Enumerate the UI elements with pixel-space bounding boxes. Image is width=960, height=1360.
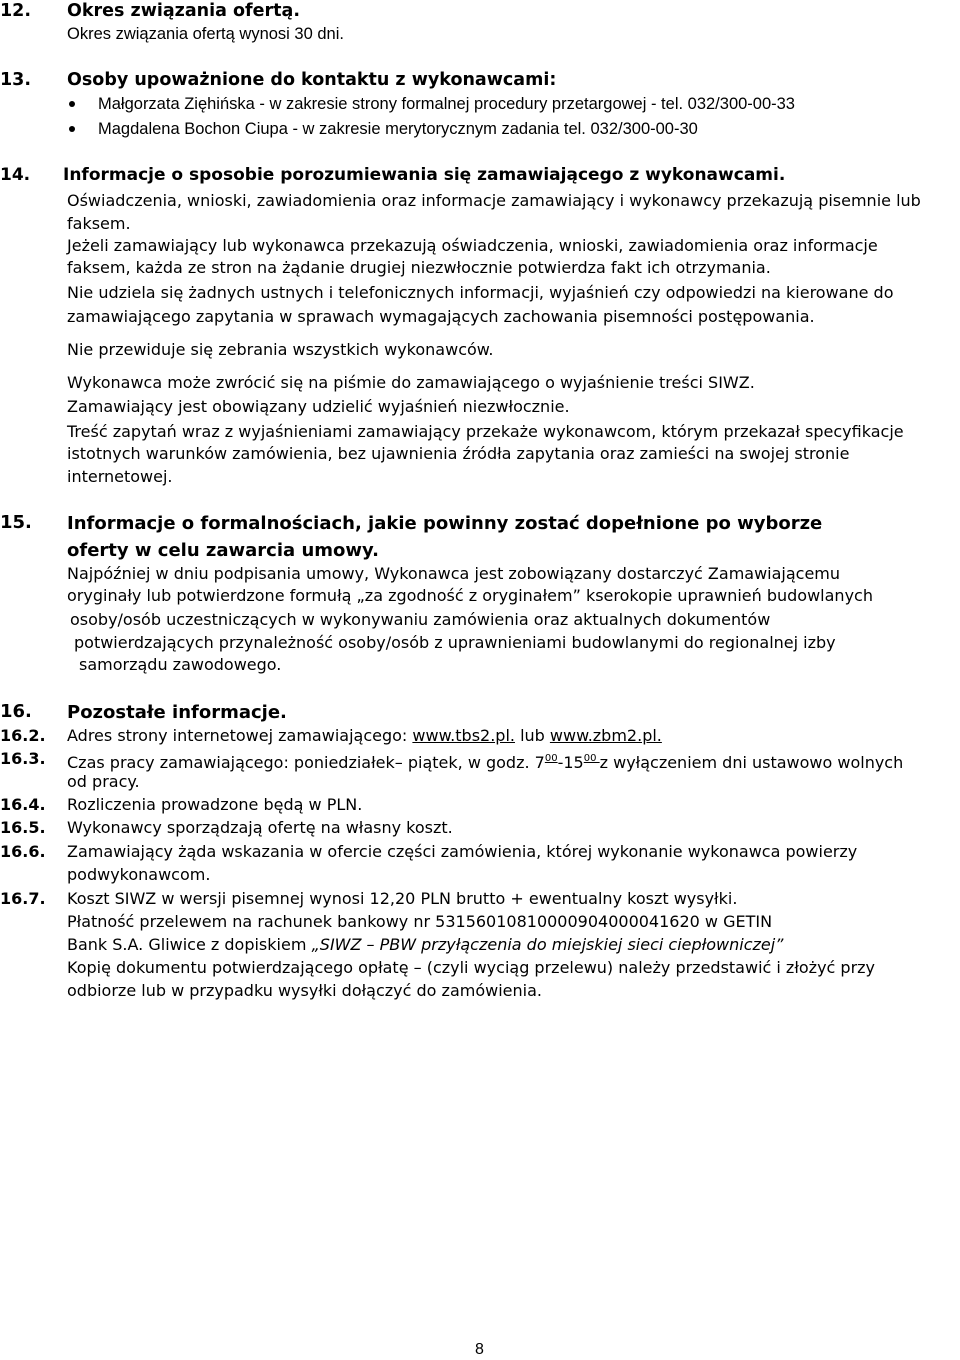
website-separator: lub (514, 726, 550, 745)
subsection-number: 16.7. (0, 889, 46, 908)
website-link-tbs2[interactable]: www.tbs2.pl. (412, 726, 515, 745)
subsection-number: 16.3. (0, 749, 46, 768)
paragraph-line: osoby/osób uczestniczących w wykonywaniu zamówienia oraz aktualnych dokumentów (70, 610, 771, 629)
paragraph-line: faksem, każda ze stron na żądanie drugiej niezwłocznie potwierdza fakt ich otrzymania. (67, 258, 771, 277)
paragraph-line: faksem. (67, 214, 131, 233)
subsection-text: Zamawiający żąda wskazania w ofercie części zamówienia, której wykonanie wykonawca powierzy (67, 842, 858, 861)
subsection-text: podwykonawcom. (67, 865, 211, 884)
paragraph-line: Nie udziela się żadnych ustnych i telefonicznych informacji, wyjaśnień czy odpowiedzi na kierowane do (67, 283, 894, 302)
subsection-number: 16.5. (0, 818, 46, 837)
paragraph-line: Najpóźniej w dniu podpisania umowy, Wykonawca jest zobowiązany dostarczyć Zamawiającemu (67, 564, 841, 583)
paragraph-line: istotnych warunków zamówienia, bez ujawnienia źródła zapytania oraz zamieści na swojej stronie (67, 444, 850, 463)
paragraph-line: samorządu zawodowego. (79, 655, 282, 674)
paragraph-line: Jeżeli zamawiający lub wykonawca przekazują oświadczenia, wnioski, zawiadomienia oraz informacje (67, 236, 878, 255)
subsection-text: Płatność przelewem na rachunek bankowy nr 53156010810000904000041620 w GETIN (67, 912, 773, 931)
section-number: 12. (0, 1, 32, 21)
section-number: 16. (0, 701, 32, 722)
section-number: 15. (0, 512, 32, 533)
bullet-icon (69, 101, 75, 107)
section-title: oferty w celu zawarcia umowy. (67, 540, 379, 561)
website-link-zbm2[interactable]: www.zbm2.pl. (549, 726, 662, 745)
subsection-text: Rozliczenia prowadzone będą w PLN. (67, 795, 363, 814)
working-hours-rest: z wyłączeniem dni ustawowo wolnych (599, 753, 904, 772)
paragraph-line: potwierdzających przynależność osoby/osób z uprawnieniami budowlanymi do regionalnej izby (74, 633, 836, 652)
page-number: 8 (475, 1341, 484, 1358)
working-hours-end-minutes: 00 (583, 753, 600, 764)
subsection-text: Kopię dokumentu potwierdzającego opłatę – (czyli wyciąg przelewu) należy przedstawić i złożyć przy (67, 958, 876, 977)
paragraph-line: Treść zapytań wraz z wyjaśnieniami zamawiający przekaże wykonawcom, którym przekazał specyfikacje (67, 422, 904, 441)
subsection-number: 16.6. (0, 842, 46, 861)
section-title: Informacje o sposobie porozumiewania się zamawiającego z wykonawcami. (63, 165, 786, 185)
subsection-text: Koszt SIWZ w wersji pisemnej wynosi 12,20 PLN brutto + ewentualny koszt wysyłki. (67, 889, 738, 908)
paragraph-line: Nie przewiduje się zebrania wszystkich wykonawców. (67, 340, 494, 359)
working-hours-start-minutes: 00 (544, 753, 558, 764)
subsection-text: Wykonawcy sporządzają ofertę na własny koszt. (67, 818, 453, 837)
website-line (67, 726, 662, 746)
payment-note-title: „SIWZ – PBW przyłączenia do miejskiej sieci ciepłowniczej” (311, 935, 784, 954)
paragraph-line: Wykonawca może zwrócić się na piśmie do zamawiającego o wyjaśnienie treści SIWZ. (67, 373, 755, 392)
section-number: 13. (0, 70, 32, 90)
working-hours-text: Czas pracy zamawiającego: poniedziałek– piątek, w godz. 7 (67, 753, 545, 772)
paragraph-line: Zamawiający jest obowiązany udzielić wyjaśnień niezwłocznie. (67, 397, 570, 416)
contact-item: Małgorzata Zięhińska - w zakresie strony formalnej procedury przetargowej - tel. 032/300-00-33 (98, 95, 795, 113)
website-label: Adres strony internetowej zamawiającego: (67, 726, 413, 745)
contact-item: Magdalena Bochon Ciupa - w zakresie merytorycznym zadania tel. 032/300-00-30 (98, 120, 698, 138)
bullet-icon (69, 126, 75, 132)
section-title: Informacje o formalnościach, jakie powinny zostać dopełnione po wyborze (67, 513, 823, 534)
paragraph-line: internetowej. (67, 467, 173, 486)
subsection-number: 16.4. (0, 795, 46, 814)
paragraph-line: oryginały lub potwierdzone formułą „za zgodność z oryginałem” kserokopie uprawnień budowlanych (67, 586, 873, 605)
payment-note-prefix: Bank S.A. Gliwice z dopiskiem (67, 935, 312, 954)
section-title: Osoby upoważnione do kontaktu z wykonawcami: (67, 70, 557, 90)
paragraph-line: Oświadczenia, wnioski, zawiadomienia oraz informacje zamawiający i wykonawcy przekazują pisemnie lub (67, 191, 921, 210)
subsection-text: odbiorze lub w przypadku wysyłki dołączyć do zamówienia. (67, 981, 542, 1000)
working-hours-line (67, 749, 903, 773)
subsection-number: 16.2. (0, 726, 46, 745)
section-title: Okres związania ofertą. (67, 1, 300, 21)
section-title: Pozostałe informacje. (67, 702, 287, 723)
payment-note-line (67, 935, 783, 955)
working-hours-line-2: od pracy. (67, 772, 140, 791)
working-hours-end: -15 (557, 753, 584, 772)
section-number: 14. (0, 165, 31, 185)
paragraph-line: zamawiającego zapytania w sprawach wymagających zachowania pisemności postępowania. (67, 307, 815, 326)
section-text: Okres związania ofertą wynosi 30 dni. (67, 25, 344, 43)
